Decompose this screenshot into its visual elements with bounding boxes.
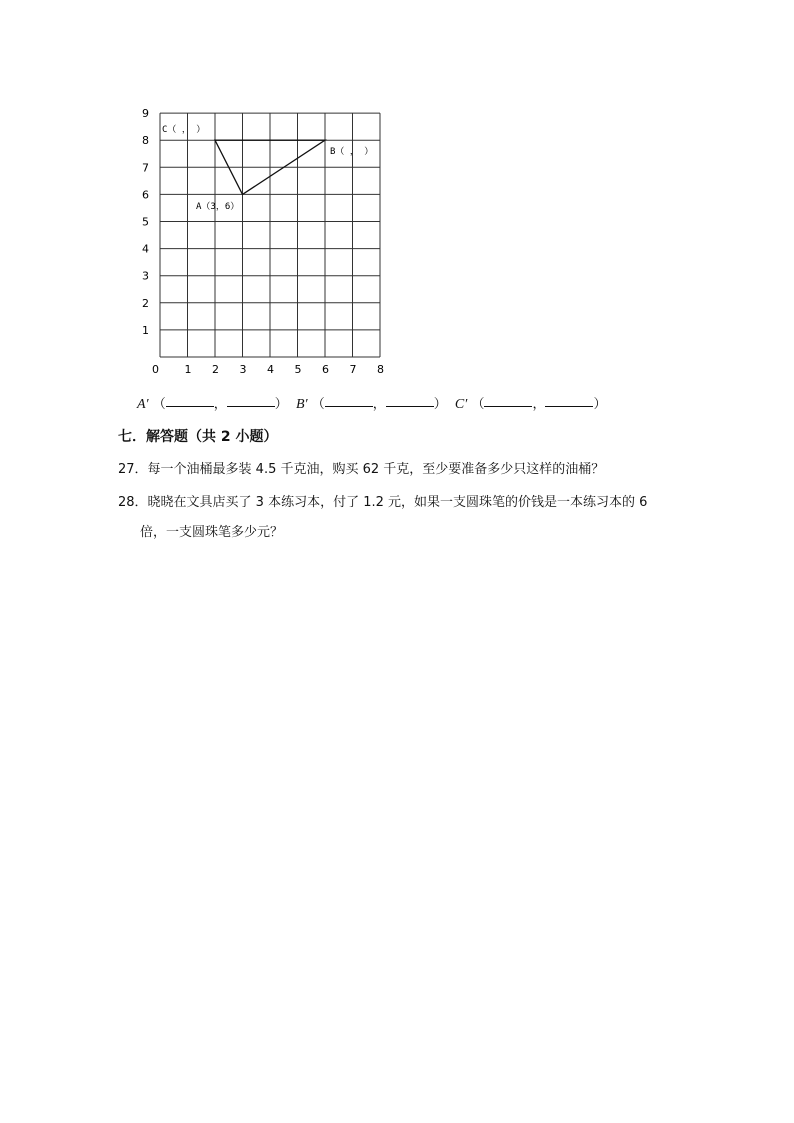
- c-prime-y-blank[interactable]: [545, 405, 593, 407]
- y-tick-label: 8: [142, 134, 149, 148]
- close-paren: ）: [593, 397, 607, 412]
- answer-row: [137, 393, 611, 413]
- open-paren: （: [311, 397, 325, 412]
- x-tick-label: 8: [377, 363, 384, 376]
- question-28-continuation: 倍，一支圆珠笔多少元？: [140, 525, 284, 540]
- x-tick-label: 7: [349, 363, 357, 376]
- y-tick-label: 3: [142, 269, 149, 283]
- y-axis-tick-labels: [142, 107, 149, 337]
- question-28: 28．晓晓在文具店买了 3 本练习本，付了 1.2 元，如果一支圆珠笔的价钱是一本练习本的 6: [118, 495, 648, 510]
- x-axis-tick-labels: [152, 363, 384, 376]
- point-a-label: A（3，6）: [196, 202, 240, 212]
- coordinate-grid-figure: [130, 100, 400, 380]
- b-prime-label: B′: [295, 397, 308, 412]
- section-title: 七．解答题（共 2 小题）: [118, 429, 278, 445]
- answer-b-prime: [296, 397, 451, 412]
- point-b-label: B（ ， ）: [330, 147, 374, 157]
- question-27: 27．每一个油桶最多装 4.5 千克油，购买 62 千克，至少要准备多少只这样的油桶？: [118, 462, 605, 477]
- x-tick-label: 1: [184, 363, 192, 376]
- comma: ，: [372, 397, 386, 412]
- x-tick-label: 3: [239, 363, 247, 376]
- c-prime-x-blank[interactable]: [484, 405, 532, 407]
- answer-c-prime: [455, 397, 607, 412]
- answer-a-prime: [137, 397, 292, 412]
- a-prime-x-blank[interactable]: [166, 405, 214, 407]
- comma: ，: [213, 397, 227, 412]
- point-c-label: C（ ， ）: [162, 125, 206, 135]
- y-tick-label: 9: [142, 107, 149, 121]
- x-tick-label: 0: [152, 363, 159, 376]
- y-tick-label: 7: [142, 161, 149, 175]
- y-tick-label: 4: [142, 242, 149, 256]
- y-tick-label: 2: [142, 296, 149, 310]
- c-prime-label: C′: [454, 397, 468, 412]
- open-paren: （: [152, 397, 166, 412]
- y-tick-label: 6: [142, 188, 149, 202]
- x-tick-label: 4: [267, 363, 274, 376]
- b-prime-x-blank[interactable]: [325, 405, 373, 407]
- a-prime-y-blank[interactable]: [227, 405, 275, 407]
- x-tick-label: 2: [212, 363, 219, 376]
- close-paren: ）: [274, 397, 288, 412]
- a-prime-label: A′: [137, 397, 149, 412]
- x-tick-label: 5: [294, 363, 302, 376]
- b-prime-y-blank[interactable]: [386, 405, 434, 407]
- comma: ，: [532, 397, 546, 412]
- y-tick-label: 1: [142, 323, 149, 337]
- x-tick-label: 6: [322, 363, 329, 376]
- close-paren: ）: [433, 397, 447, 412]
- y-tick-label: 5: [142, 215, 149, 229]
- open-paren: （: [471, 397, 485, 412]
